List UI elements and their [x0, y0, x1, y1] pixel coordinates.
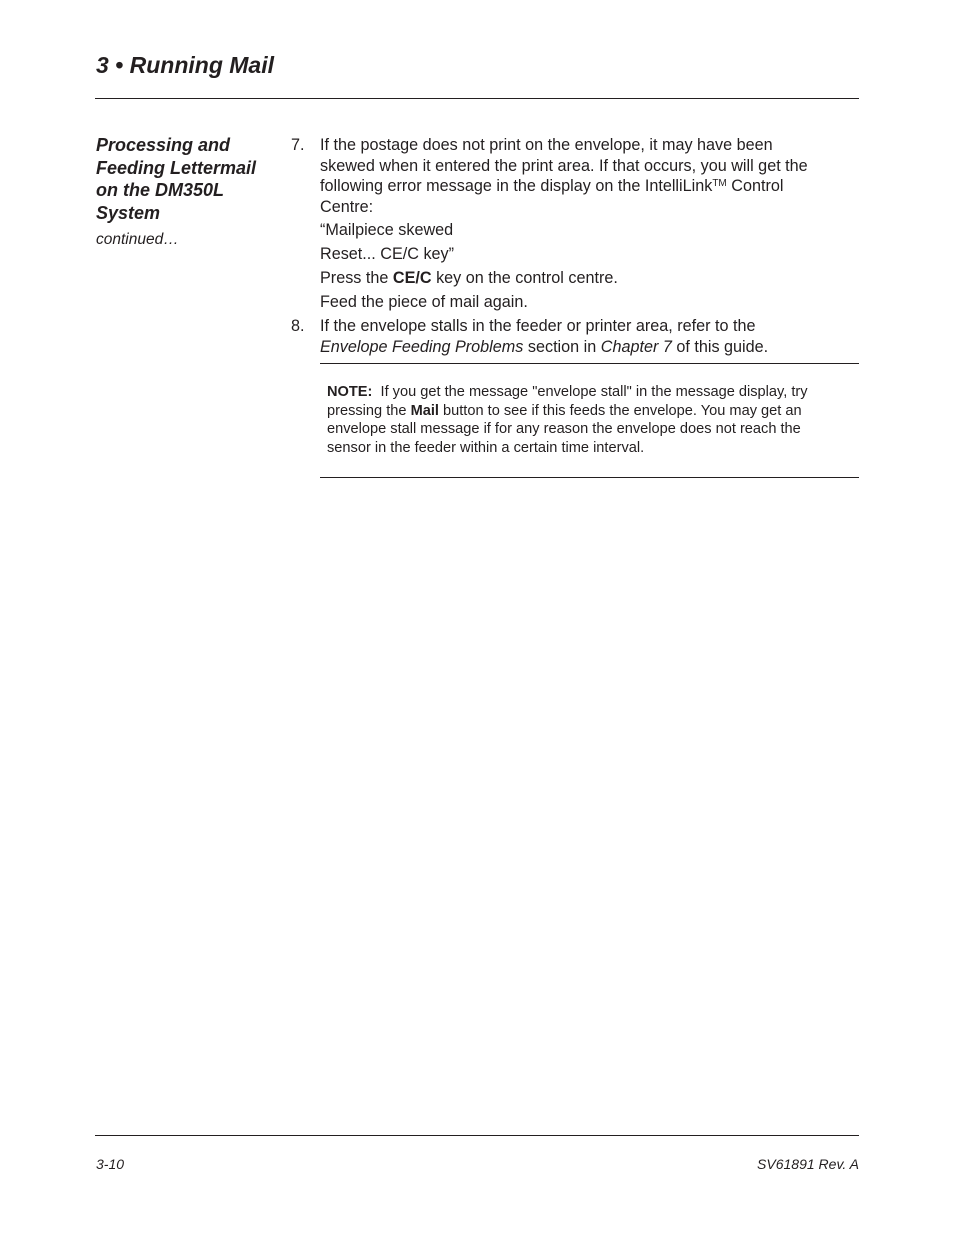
- note-line: [327, 383, 808, 402]
- error-message-line: Reset... CE/C key”: [320, 245, 455, 263]
- step-7-line: Centre:: [320, 197, 374, 216]
- step-8-line: [320, 337, 768, 358]
- section-heading-line: Feeding Lettermail: [96, 157, 257, 178]
- section-heading-line: System: [96, 202, 161, 223]
- footer-divider: [95, 1135, 859, 1136]
- section-heading-line: Processing and: [96, 135, 231, 155]
- key-name: CE/C: [392, 269, 432, 287]
- note-label: NOTE:: [327, 384, 373, 400]
- instruction-text: key on the control centre.: [431, 269, 618, 287]
- header-divider: [95, 98, 859, 99]
- step-8-text: of this guide.: [671, 337, 769, 356]
- note-text: button to see if this feeds the envelope. You may get an: [438, 402, 802, 419]
- note-text: pressing the: [327, 402, 411, 419]
- step-7-line: [320, 176, 783, 197]
- step-8-line: If the envelope stalls in the feeder or printer area, refer to the: [320, 317, 756, 335]
- chapter-title: 3 • Running Mail: [96, 52, 274, 78]
- step-7-text: Control: [726, 177, 784, 195]
- document-id: SV61891 Rev. A: [757, 1156, 859, 1172]
- note-line: sensor in the feeder within a certain time interval.: [327, 439, 645, 456]
- trademark-mark: TM: [712, 178, 727, 189]
- note-top-divider: [320, 363, 859, 364]
- button-name: Mail: [410, 402, 439, 419]
- step-7-line: skewed when it entered the print area. If that occurs, you will get the: [320, 156, 808, 175]
- step-8-text: section in: [523, 337, 601, 356]
- instruction-text: Press the: [320, 269, 393, 287]
- note-text: If you get the message "envelope stall" in the message display, try: [372, 384, 808, 400]
- section-reference: Envelope Feeding Problems: [320, 337, 524, 356]
- section-heading: [96, 134, 281, 224]
- note-bottom-divider: [320, 477, 859, 478]
- step-7-number: 7.: [291, 136, 305, 154]
- page-number: 3-10: [96, 1156, 125, 1172]
- step-7-line: If the postage does not print on the envelope, it may have been: [320, 136, 773, 154]
- error-message-line: “Mailpiece skewed: [320, 221, 454, 239]
- step-7-text: following error message in the display on the IntelliLink: [320, 177, 713, 195]
- press-key-instruction: [320, 268, 618, 289]
- continued-label: continued…: [96, 231, 179, 248]
- chapter-reference: Chapter 7: [600, 337, 672, 356]
- step-8-number: 8.: [291, 317, 305, 335]
- note-line: envelope stall message if for any reason the envelope does not reach the: [327, 421, 801, 437]
- section-heading-line: on the DM350L: [96, 180, 225, 200]
- note-line: [327, 402, 802, 421]
- feed-again-instruction: Feed the piece of mail again.: [320, 293, 528, 311]
